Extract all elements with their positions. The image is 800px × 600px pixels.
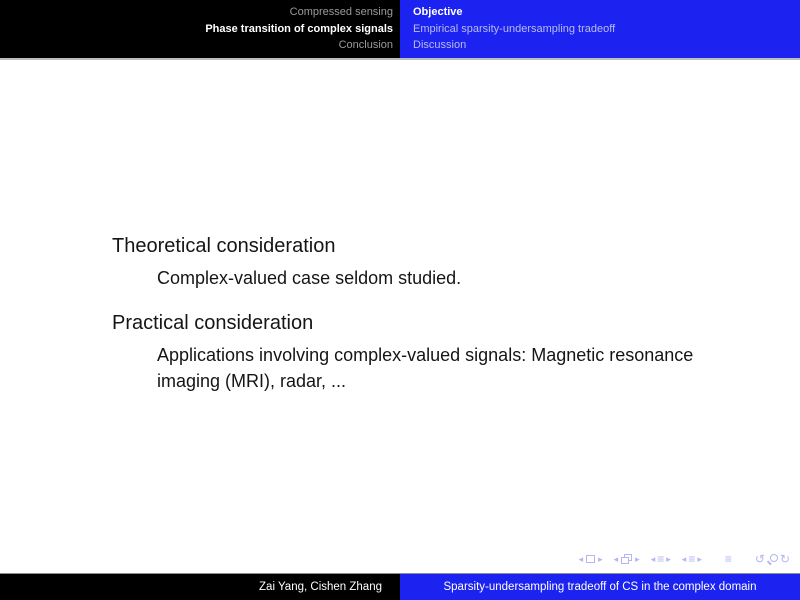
block-body-theoretical: Complex-valued case seldom studied. [157,268,462,288]
subsection-empirical-tradeoff[interactable]: Empirical sparsity-undersampling tradeoff [413,22,616,35]
presentation-icon[interactable]: ≡ [724,552,732,566]
next-section-icon[interactable]: ▸ [697,554,702,564]
history-nav-group [755,552,790,566]
section-nav-group [682,552,702,566]
next-frame-icon[interactable]: ▸ [635,554,640,564]
prev-frame-icon[interactable]: ◂ [613,554,619,564]
prev-slide-icon[interactable]: ◂ [578,554,584,564]
content-block [112,234,742,292]
footer-authors-area [0,574,400,600]
header-navbar [0,0,800,60]
section-compressed-sensing[interactable]: Compressed sensing [289,6,393,18]
beamer-navigation-symbols [579,552,790,566]
section-phase-transition-current[interactable]: Phase transition of complex signals [205,22,393,35]
frame-icon[interactable] [621,554,632,564]
frame-nav-group [614,552,640,566]
block-heading-theoretical: Theoretical consideration [112,235,336,257]
next-slide-icon[interactable]: ▸ [598,554,603,564]
footer-title-area [400,574,800,600]
subsection-objective-current[interactable]: Objective [413,6,463,18]
header-subsections [400,0,800,58]
search-icon[interactable] [767,554,778,565]
header-sections [0,0,400,58]
footer-bar [0,573,800,600]
footer-authors: Zai Yang, Cishen Zhang [259,581,382,593]
next-subsection-icon[interactable]: ▸ [666,554,671,564]
slide-icon[interactable] [586,555,595,563]
slide-content [112,234,742,414]
block-body-practical: Applications involving complex-valued signals: Magnetic resonance imaging (MRI), radar, ... [157,344,694,391]
content-block [112,311,742,395]
presentation-nav-group [725,552,732,566]
section-conclusion[interactable]: Conclusion [338,39,393,51]
back-icon[interactable]: ↺ [754,552,765,566]
footer-short-title: Sparsity-undersampling tradeoff of CS in the complex domain [443,581,757,593]
forward-icon[interactable]: ↻ [779,552,790,566]
slide-nav-group [579,552,603,566]
prev-subsection-icon[interactable]: ◂ [650,554,656,564]
section-icon[interactable]: ≡ [688,552,696,566]
prev-section-icon[interactable]: ◂ [681,554,687,564]
subsection-nav-group [651,552,671,566]
subsection-icon[interactable]: ≡ [657,552,665,566]
subsection-discussion[interactable]: Discussion [413,39,467,51]
block-heading-practical: Practical consideration [112,311,314,334]
